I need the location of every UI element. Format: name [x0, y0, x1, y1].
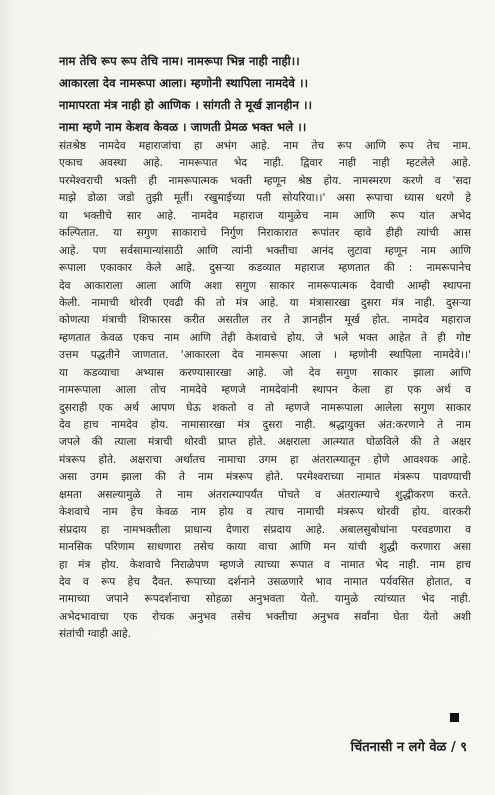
paragraph-line: म्हणतात केवळ एकच नाम आणि तेही केशवाचे होय. जे भले भक्त आहेत ते ही गोष्ट: [59, 331, 471, 344]
verse-line-3: नामापरता मंत्र नाही हो आणिक । सांगती ते मूर्ख ज्ञानहीन ।।: [59, 98, 313, 112]
paragraph-line: दुसराही एक अर्थ आपण घेऊ शकतो व तो म्हणजे नामरूपाला आलेला सगुण साकार: [59, 401, 471, 414]
page-footer: चिंतनासी न लगे वेळ / ९: [350, 740, 467, 755]
paragraph-line: संप्रदाय हा नामभक्तीला प्राधान्य देणारा संप्रदाय आहे. अबालसुबोधांना परवडणारा व: [59, 523, 471, 536]
paragraph-line: मानसिक परिणाम साधणारा तसेच काया वाचा आणि मन यांची शुद्धी करणारा असा: [59, 541, 471, 554]
paragraph-line: संतांची ग्वाही आहे.: [59, 628, 131, 641]
paragraph-line: असा उगम झाला की ते नाम मंत्ररूप होते. परमेश्वराच्या नामात मंत्ररूप पावण्याची: [59, 471, 471, 484]
paragraph-line: माझे डोळा जडो तुझी मूर्ती। रखुमाईच्या पती सोयरिया।।' असा रूपाचा ध्यास धरणे हे: [59, 192, 471, 205]
paragraph-line: या भक्तीचे सार आहे. नामदेव महाराज यामुळेच नाम आणि रूप यांत अभेद: [59, 209, 471, 222]
paragraph-line: अभेदभावाचा एक रोचक अनुभव तसेच भक्तीचा अनुभव सर्वांना घेता येतो अशी: [59, 610, 471, 623]
paragraph-line: उत्तम पद्धतीने जाणतात. 'आकारला देव नामरूपा आला । म्हणोनी स्थापिला नामदेवे।।': [59, 349, 471, 362]
paragraph-line: नामरूपाला आला तोच नामदेवे म्हणजे नामदेवांनी स्थापन केला हा एक अर्थ व: [59, 384, 471, 397]
paragraph-line: नामाच्या जपाने रूपदर्शनाचा सोहळा अनुभवता येतो. यामुळे त्यांच्यात भेद नाही.: [59, 593, 471, 606]
paragraph-line: देव आकाराला आला आणि अशा सगुण साकार नामरूपात्मक देवाची आम्ही स्थापना: [59, 279, 471, 292]
paragraph-line: देव हाच नामदेव होय. नामासारखा मंत्र दुसरा नाही. श्रद्धायुक्त अंत:करणाने ते नाम: [59, 419, 471, 431]
commentary-paragraph: [59, 138, 471, 644]
paragraph-line: परमेश्वराची भक्ती ही नामरूपात्मक भक्ती म्हणून श्रेष्ठ होय. नामस्मरण करणे व 'सदा: [59, 174, 471, 187]
paragraph-line: केशवाचे नाम हेच केवळ नाम होय व त्याच नामाची मंत्ररूप थोरवी होय. वारकरी: [59, 506, 471, 519]
verse-line-4: नामा म्हणे नाम केशव केवळ । जाणती प्रेमळ भक्त भले ।।: [59, 120, 307, 134]
paragraph-line: केली. नामाची थोरवी एवढी की तो मंत्र आहे. या मंत्रासारखा दुसरा मंत्र नाही. दुसऱ्या: [59, 296, 471, 309]
paragraph-line: क्षमता असल्यामुळे ते नाम अंतरात्म्यापर्यंत पोचते व अंतरात्म्याचे शुद्धीकरण करते.: [59, 488, 471, 501]
paragraph-line: रूपाला एकाकार केले आहे. दुसऱ्या कडव्यात महाराज म्हणतात की : नामरूपानेच: [59, 262, 471, 275]
verse-line-2: आकारला देव नामरूपा आला। म्हणोनी स्थापिला नामदेवे ।।: [59, 76, 309, 90]
verse-line-1: नाम तेचि रूप रूप तेचि नाम। नामरूपा भिन्न नाही नाही।।: [59, 54, 300, 68]
paragraph-line: जपले की त्याला मंत्राची थोरवी प्राप्त होते. अक्षराला आत्म्यात घोळविले की ते अक्षर: [59, 436, 471, 449]
paragraph-line: एकाच अवस्था आहे. नामरूपात भेद नाही. द्विवार नाही नाही म्हटलेले आहे.: [59, 157, 471, 170]
paragraph-line: हा मंत्र होय. केशवाचे निराळेपण म्हणजे त्याच्या रूपात व नामात भेद नाही. नाम हाच: [59, 558, 471, 571]
paragraph-line: आहे. पण सर्वसामान्यांसाठी आणि त्यांनी भक्तीचा आनंद लुटावा म्हणून नाम आणि: [59, 244, 471, 257]
abhang-verse: [59, 50, 469, 138]
paragraph-line: कल्पितात. या सगुण साकाराचे निर्गुण निराकारात रूपांतर व्हावे हीही त्यांची आस: [59, 227, 471, 240]
paragraph-line: देव व रूप हेच दैवत. रूपाच्या दर्शनाने उसळणारे भाव नामात पर्यवसित होतात, व: [59, 575, 471, 588]
paragraph-line: संतश्रेष्ठ नामदेव महाराजांचा हा अभंग आहे. नाम तेच रूप आणि रूप तेच नाम.: [59, 140, 471, 152]
end-square-mark: [450, 713, 459, 722]
paragraph-line: मंत्ररूप होते. अक्षराचा अर्थातच नामाचा उगम हा अंतरात्म्यातून होणे आवश्यक आहे.: [59, 453, 471, 466]
paragraph-line: कोणत्या मंत्राची शिफारस करीत असतील तर ते ज्ञानहीन मूर्ख होत. नामदेव महाराज: [59, 314, 471, 327]
paragraph-line: या कडव्याचा अभ्यास करण्यासारखा आहे. जो देव सगुण साकार झाला आणि: [59, 366, 471, 379]
